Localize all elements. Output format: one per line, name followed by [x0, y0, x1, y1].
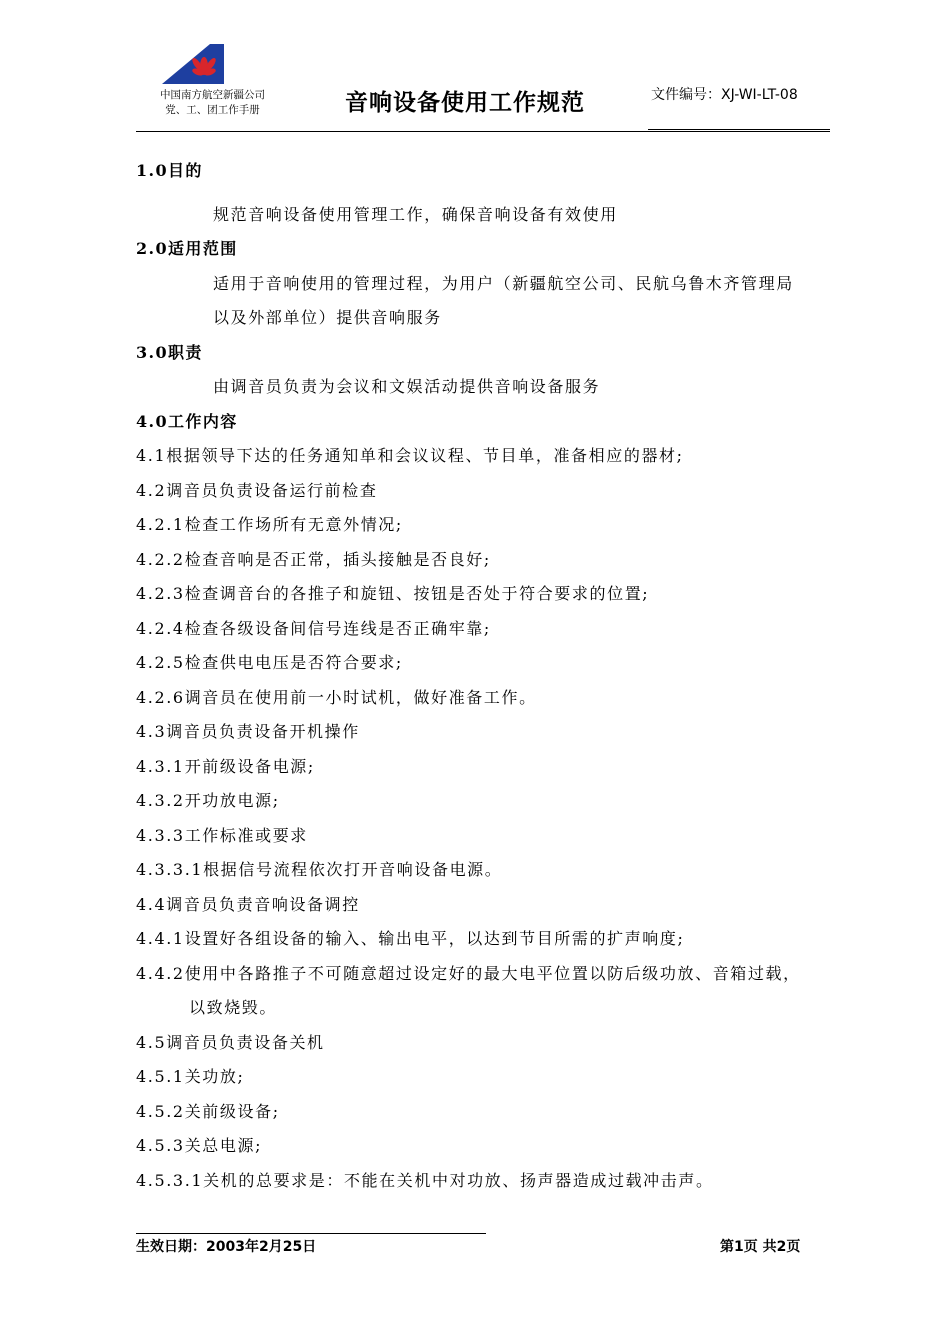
section-3-heading: 3.0职责 [136, 343, 203, 362]
effective-date: 生效日期：2003年2月25日 [136, 1239, 317, 1255]
page-number: 第1页 共2页 [720, 1239, 801, 1255]
list-item: 4.5.3关总电源; [136, 1136, 263, 1155]
list-item: 4.2.6调音员在使用前一小时试机，做好准备工作。 [136, 688, 537, 707]
list-item: 4.2.1检查工作场所有无意外情况; [136, 515, 403, 534]
list-item: 4.2.5检查供电电压是否符合要求; [136, 653, 403, 672]
org-line-2: 党、工、团工作手册 [165, 104, 260, 116]
list-item: 4.1根据领导下达的任务通知单和会议议程、节目单，准备相应的器材; [136, 446, 684, 465]
section-1-body: 规范音响设备使用管理工作，确保音响设备有效使用 [213, 205, 618, 224]
list-item: 4.3调音员负责设备开机操作 [136, 722, 360, 741]
list-item: 4.2.4检查各级设备间信号连线是否正确牢靠; [136, 619, 491, 638]
document-title: 音响设备使用工作规范 [345, 90, 585, 116]
list-item: 4.3.1开前级设备电源; [136, 757, 315, 776]
list-item: 4.5调音员负责设备关机 [136, 1033, 325, 1052]
list-item: 4.3.3.1根据信号流程依次打开音响设备电源。 [136, 860, 503, 879]
section-1-heading: 1.0目的 [136, 161, 203, 180]
footer-rule [136, 1233, 486, 1234]
section-2-body-line-1: 适用于音响使用的管理过程，为用户（新疆航空公司、民航乌鲁木齐管理局 [213, 274, 794, 293]
section-2-body-line-2: 以及外部单位）提供音响服务 [213, 308, 442, 327]
document-number: 文件编号：XJ-WI-LT-08 [651, 87, 798, 103]
list-item: 4.3.2开功放电源; [136, 791, 280, 810]
company-logo-icon [158, 40, 228, 88]
organization-name [140, 88, 285, 118]
list-item: 4.4.2使用中各路推子不可随意超过设定好的最大电平位置以防后级功放、音箱过载， [136, 964, 801, 983]
list-item: 4.5.3.1关机的总要求是：不能在关机中对功放、扬声器造成过载冲击声。 [136, 1171, 714, 1190]
header-rule [136, 131, 648, 132]
list-item: 4.2.3检查调音台的各推子和旋钮、按钮是否处于符合要求的位置; [136, 584, 650, 603]
section-3-body: 由调音员负责为会议和文娱活动提供音响设备服务 [213, 377, 601, 396]
header-rule-double [648, 129, 830, 132]
list-item: 4.5.1关功放; [136, 1067, 245, 1086]
list-item: 4.4.1设置好各组设备的输入、输出电平，以达到节目所需的扩声响度; [136, 929, 685, 948]
list-item: 4.5.2关前级设备; [136, 1102, 280, 1121]
section-4-heading: 4.0工作内容 [136, 412, 238, 431]
org-line-1: 中国南方航空新疆公司 [160, 89, 265, 101]
list-item: 4.3.3工作标准或要求 [136, 826, 308, 845]
section-2-heading: 2.0适用范围 [136, 239, 238, 258]
list-item-continuation: 以致烧毁。 [189, 998, 278, 1017]
list-item: 4.2.2检查音响是否正常，插头接触是否良好; [136, 550, 491, 569]
list-item: 4.4调音员负责音响设备调控 [136, 895, 360, 914]
list-item: 4.2调音员负责设备运行前检查 [136, 481, 378, 500]
